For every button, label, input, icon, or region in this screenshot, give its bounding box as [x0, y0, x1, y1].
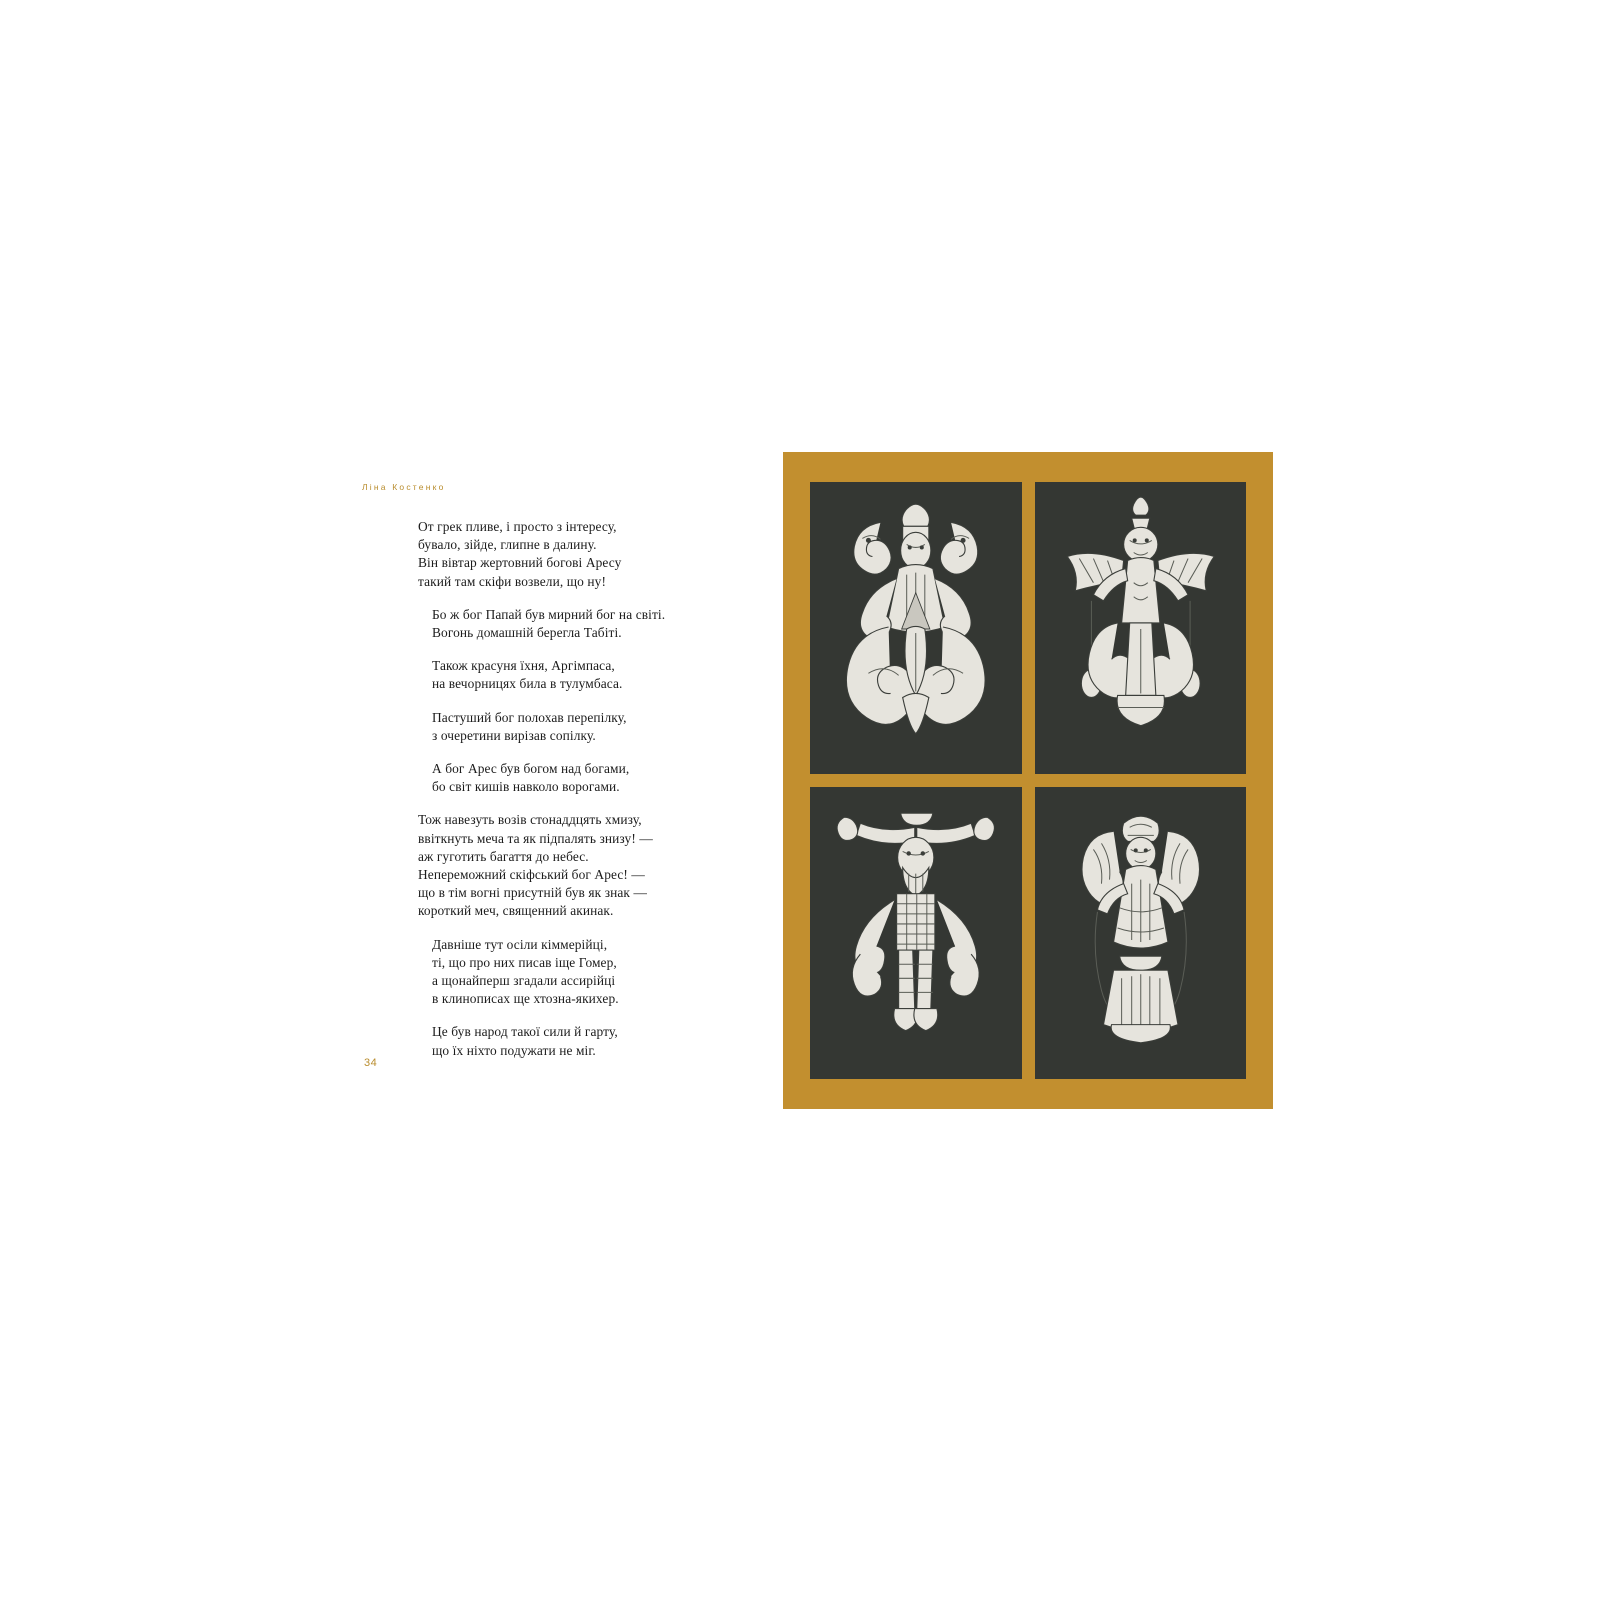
- poem-line: бувало, зійде, глипне в далину.: [418, 537, 597, 553]
- poem-line: Давніше тут осіли кіммерійці,: [432, 936, 608, 952]
- page-number: 34: [364, 1057, 378, 1069]
- poem-stanza: [418, 518, 758, 591]
- poem-stanza: [418, 606, 758, 642]
- poem-line: А бог Арес був богом над богами,: [432, 761, 630, 777]
- poem-line: Це був народ такої сили й гарту,: [432, 1024, 618, 1040]
- poem-line: бо світ кишів навколо ворогами.: [432, 779, 620, 795]
- poem-stanza: [418, 760, 758, 796]
- poem-line: Тож навезуть возів стонаддцять хмизу,: [418, 812, 642, 828]
- poem-line: аж гуготить багаття до небес.: [418, 848, 589, 864]
- enthroned-goddess-icon: [1035, 787, 1247, 1079]
- plate-figure-winged-goddess-with-griffins: [810, 482, 1022, 774]
- poem-line: такий там скіфи возвели, що ну!: [418, 573, 607, 589]
- winged-goddess-with-griffins-icon: [810, 482, 1022, 774]
- poem-line: Пастуший бог полохав перепілку,: [432, 709, 627, 725]
- poem-line: в клинописах ще хтозна-якихер.: [432, 991, 619, 1007]
- poem-line: що в тім вогні присутній був як знак —: [418, 885, 647, 901]
- poem-line: От грек пливе, і просто з інтересу,: [418, 519, 617, 534]
- poem-line: ввіткнуть меча та як підпалять знизу! —: [418, 830, 653, 846]
- poem-line: що їх ніхто подужати не міг.: [432, 1042, 596, 1058]
- poem-line: на вечорницях била в тулумбаса.: [432, 676, 623, 692]
- poem-stanza: [418, 1023, 758, 1059]
- plate-grid: [810, 482, 1246, 1079]
- poem-line: Непереможний скіфський бог Арес! —: [418, 867, 645, 883]
- plate-figure-enthroned-goddess: [1035, 787, 1247, 1079]
- poem-line: Вогонь домашній берегла Табіті.: [432, 625, 622, 641]
- poem-line: а щонайперш згадали ассирійці: [432, 973, 616, 989]
- poem-line: Також красуня їхня, Аргімпаса,: [432, 658, 615, 674]
- poem-line: Він вівтар жертовний богові Аресу: [418, 555, 622, 571]
- plate-figure-bearded-warrior-deity: [810, 787, 1022, 1079]
- poem-line: Бо ж бог Папай був мирний бог на світі.: [432, 606, 666, 622]
- plate-figure-winged-deity: [1035, 482, 1247, 774]
- poem-line: ті, що про них писав іще Гомер,: [432, 954, 617, 970]
- left-page: [330, 455, 780, 1105]
- poem-stanza: [418, 936, 758, 1009]
- poem-body: [418, 518, 758, 1075]
- running-head: Ліна Костенко: [362, 482, 446, 492]
- poem-line: короткий меч, священний акинак.: [418, 903, 614, 919]
- poem-stanza: [418, 811, 758, 920]
- poem-line: з очеретини вирізав сопілку.: [432, 727, 596, 743]
- poem-stanza: [418, 657, 758, 693]
- winged-deity-icon: [1035, 482, 1247, 774]
- bearded-warrior-deity-icon: [810, 787, 1022, 1079]
- poem-stanza: [418, 709, 758, 745]
- illustration-plate: [783, 452, 1273, 1109]
